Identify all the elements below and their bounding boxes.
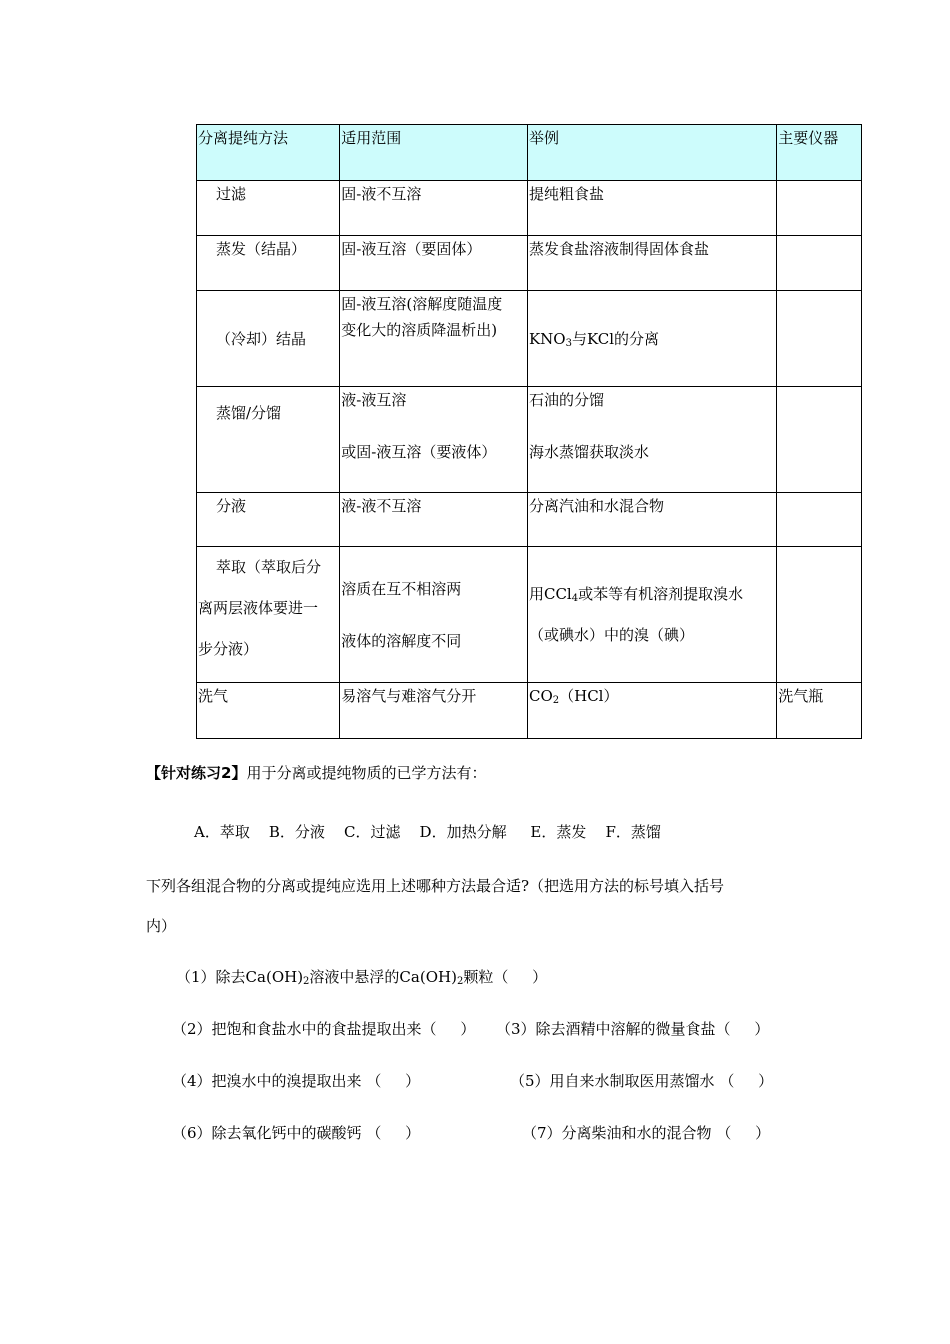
item-4: （4）把溴水中的溴提取出来 （ ） (172, 1072, 421, 1090)
question-line: 内） (146, 917, 177, 935)
item-5: （5）用自来水制取医用蒸馏水 （ ） (510, 1072, 774, 1090)
scope-cell (340, 387, 528, 493)
scope-line: 液-液互溶 (341, 391, 407, 409)
example-line: （或碘水）中的溴（碘） (528, 625, 694, 644)
example-text: 或苯等有机溶剂提取溴水 (578, 584, 744, 603)
instrument-cell (777, 547, 862, 683)
table-row (197, 181, 862, 236)
example-text: KNO (528, 329, 566, 348)
instrument-cell (777, 181, 862, 236)
scope-line: 液体的溶解度不同 (341, 631, 462, 650)
method-cell (197, 547, 340, 683)
item-text: 颗粒（ ） (463, 968, 548, 986)
item-1 (176, 966, 547, 987)
item-text: 溶液中悬浮的Ca(OH) (309, 968, 457, 986)
subscript: 2 (303, 976, 310, 987)
scope-cell: 固-液互溶（要固体） (340, 236, 528, 291)
table-row (197, 236, 862, 291)
scope-line: 溶质在互不相溶两 (341, 579, 462, 598)
example-cell: 蒸发食盐溶液制得固体食盐 (527, 236, 776, 291)
example-cell: 提纯粗食盐 (527, 181, 776, 236)
table-row (197, 387, 862, 493)
header-scope: 适用范围 (340, 125, 528, 181)
method-cell: （冷却）结晶 (216, 329, 307, 348)
example-cell (527, 683, 776, 739)
item-6: （6）除去氧化钙中的碳酸钙 （ ） (172, 1124, 421, 1142)
table-row (197, 493, 862, 547)
scope-cell: 液-液不互溶 (340, 493, 528, 547)
example-text: 与KCl的分离 (571, 329, 660, 348)
item-text: （1）除去Ca(OH) (176, 968, 304, 986)
method-cell: 蒸馏/分馏 (216, 404, 282, 422)
method-options: A．萃取 B．分液 C．过滤 D．加热分解 E．蒸发 F．蒸馏 (194, 823, 661, 841)
scope-cell (340, 547, 528, 683)
header-method: 分离提纯方法 (197, 125, 340, 181)
table-row (197, 547, 862, 683)
example-line: 石油的分馏 (528, 391, 604, 409)
table-row (197, 291, 862, 387)
example-text: CO (528, 687, 553, 705)
scope-cell: 固-液不互溶 (340, 181, 528, 236)
example-cell (527, 547, 776, 683)
example-cell (527, 387, 776, 493)
instrument-cell (777, 387, 862, 493)
item-7: （7）分离柴油和水的混合物 （ ） (522, 1124, 771, 1142)
scope-cell (340, 291, 528, 387)
subscript: 4 (571, 592, 579, 604)
separation-methods-table (196, 124, 862, 739)
item-3: （3）除去酒精中溶解的微量食盐（ ） (496, 1020, 770, 1038)
example-text: 用CCl (528, 584, 572, 603)
method-line: 萃取（萃取后分 (216, 558, 322, 576)
scope-line: 或固-液互溶（要液体） (341, 443, 497, 461)
scope-cell: 易溶气与难溶气分开 (340, 683, 528, 739)
header-example: 举例 (527, 125, 776, 181)
instrument-cell (777, 493, 862, 547)
method-cell: 蒸发（结晶） (216, 240, 307, 258)
example-text: （HCl） (559, 687, 619, 705)
instrument-cell: 洗气瓶 (777, 683, 862, 739)
exercise-intro: 用于分离或提纯物质的已学方法有： (246, 764, 487, 782)
instrument-cell (777, 291, 862, 387)
subscript: 3 (565, 337, 572, 349)
scope-line: 变化大的溶质降温析出) (341, 321, 498, 339)
subscript: 2 (552, 695, 560, 706)
instrument-cell (777, 236, 862, 291)
header-instrument: 主要仪器 (777, 125, 862, 181)
scope-line: 固-液互溶(溶解度随温度 (341, 295, 503, 313)
method-line: 步分液） (198, 640, 259, 658)
exercise-title: 【针对练习2】 (146, 764, 247, 782)
method-line: 离两层液体要进一 (198, 599, 319, 617)
example-cell (527, 291, 776, 387)
table-header-row (197, 125, 862, 181)
exercise-heading (146, 762, 486, 783)
method-cell: 洗气 (197, 683, 340, 739)
item-2: （2）把饱和食盐水中的食盐提取出来（ ） (172, 1020, 476, 1038)
method-cell: 过滤 (216, 185, 247, 203)
example-cell: 分离汽油和水混合物 (527, 493, 776, 547)
table-row (197, 683, 862, 739)
example-line: 海水蒸馏获取淡水 (528, 443, 649, 461)
question-line: 下列各组混合物的分离或提纯应选用上述哪种方法最合适?（把选用方法的标号填入括号 (146, 877, 725, 895)
method-cell: 分液 (216, 497, 247, 515)
subscript: 2 (456, 976, 464, 987)
